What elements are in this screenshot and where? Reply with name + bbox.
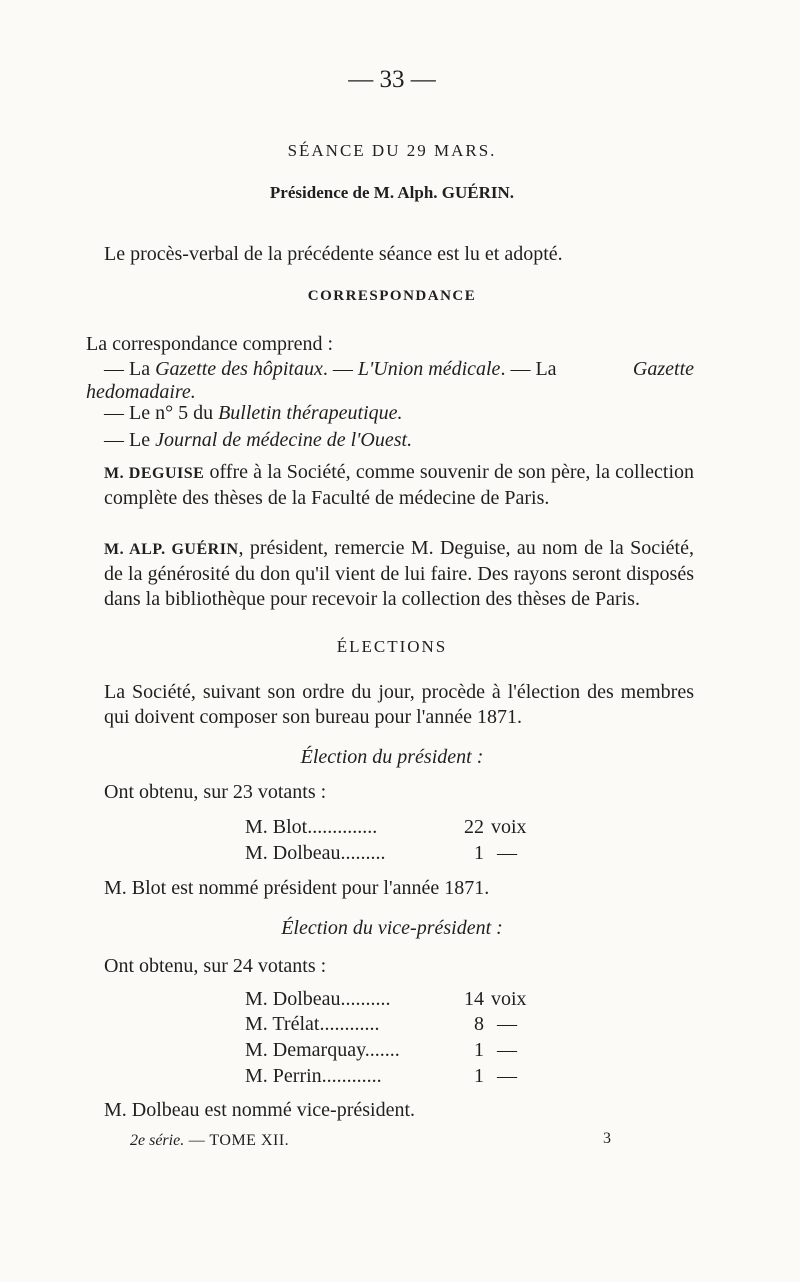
vote-row <box>0 988 800 1013</box>
serie-label: 2e série. <box>130 1132 185 1149</box>
president-obtained: Ont obtenu, sur 23 votants : <box>104 781 327 803</box>
vote-count: 22 <box>464 816 484 838</box>
speaker-deguise: M. DEGUISE <box>104 465 205 482</box>
candidate-name: M. Dolbeau.......... <box>245 988 391 1010</box>
correspondance-intro: La correspondance comprend : <box>86 333 334 355</box>
journal-medecine-ouest: Journal de médecine de l'Ouest. <box>155 429 413 451</box>
proces-verbal-line: Le procès-verbal de la précédente séance est lu et adopté. <box>104 243 563 265</box>
vote-count: 1 <box>474 842 484 864</box>
presidence-line: Présidence de M. Alph. GUÉRIN. <box>269 183 515 202</box>
union-medicale: L'Union médicale <box>357 358 501 380</box>
seance-title: SÉANCE DU 29 MARS. <box>287 141 497 160</box>
item1-prefix: — La <box>104 358 156 380</box>
president-election-title: Élection du président : <box>300 746 484 768</box>
vice-president-result: M. Dolbeau est nommé vice-président. <box>104 1099 416 1121</box>
gazette-word: Gazette <box>632 358 694 380</box>
candidate-name: M. Perrin............ <box>245 1065 382 1087</box>
vote-unit: — <box>497 842 517 864</box>
president-result: M. Blot est nommé président pour l'année 1871. <box>104 877 490 899</box>
item1-sep2: . — La <box>500 358 557 380</box>
correspondance-item-1-cont: hedomadaire. <box>86 381 196 403</box>
vice-president-election-title: Élection du vice-président : <box>281 917 503 939</box>
vote-count: 1 <box>474 1039 484 1061</box>
vote-count: 14 <box>464 988 484 1010</box>
vote-unit: voix <box>491 988 527 1010</box>
deguise-paragraph <box>104 460 694 511</box>
correspondance-item-3 <box>104 428 716 453</box>
vote-unit: — <box>497 1039 517 1061</box>
correspondance-item-1 <box>104 357 694 382</box>
item1-sep: . — <box>322 358 358 380</box>
item2-prefix: — Le n° 5 du <box>104 402 219 424</box>
elections-heading: ÉLECTIONS <box>336 637 448 656</box>
candidate-name: M. Demarquay....... <box>245 1039 400 1061</box>
elections-intro: La Société, suivant son ordre du jour, procède à l'élection des membres qui doivent composer son bureau pour l'année 1871. <box>104 681 694 728</box>
speaker-guerin: M. ALP. GUÉRIN <box>104 541 239 558</box>
vote-row <box>0 1065 800 1090</box>
footer-serie <box>130 1128 742 1153</box>
page-number: — 33 — <box>348 66 436 93</box>
deguise-text: offre à la Société, comme souvenir de son père, la collection complète des thèses de la Faculté de médecine de Paris. <box>104 461 695 509</box>
vote-row <box>0 1013 800 1038</box>
guerin-text: , président, remercie M. Deguise, au nom de la Société, de la générosité du don qu'il vient de lui faire. Des rayons seront disposés dans la bibliothèque pour recevoir la collection des thèses de Paris. <box>104 537 694 610</box>
vote-row <box>0 1039 800 1064</box>
vote-row <box>0 842 800 867</box>
tome-label: — TOME XII. <box>184 1132 290 1149</box>
vote-unit: — <box>497 1065 517 1087</box>
guerin-paragraph <box>104 536 694 612</box>
candidate-name: M. Dolbeau......... <box>245 842 386 864</box>
candidate-name: M. Trélat............ <box>245 1013 380 1035</box>
vote-count: 8 <box>474 1013 484 1035</box>
vote-count: 1 <box>474 1065 484 1087</box>
vote-unit: voix <box>491 816 527 838</box>
vote-unit: — <box>497 1013 517 1035</box>
candidate-name: M. Blot.............. <box>245 816 378 838</box>
item3-prefix: — Le <box>104 429 156 451</box>
correspondance-heading: CORRESPONDANCE <box>307 288 477 304</box>
vice-president-obtained: Ont obtenu, sur 24 votants : <box>104 955 327 977</box>
signature-mark: 3 <box>603 1130 611 1147</box>
correspondance-item-2 <box>104 401 716 426</box>
vote-row <box>0 816 800 841</box>
gazette-des-hopitaux: Gazette des hôpitaux <box>155 358 323 380</box>
bulletin-therapeutique: Bulletin thérapeutique. <box>218 402 403 424</box>
